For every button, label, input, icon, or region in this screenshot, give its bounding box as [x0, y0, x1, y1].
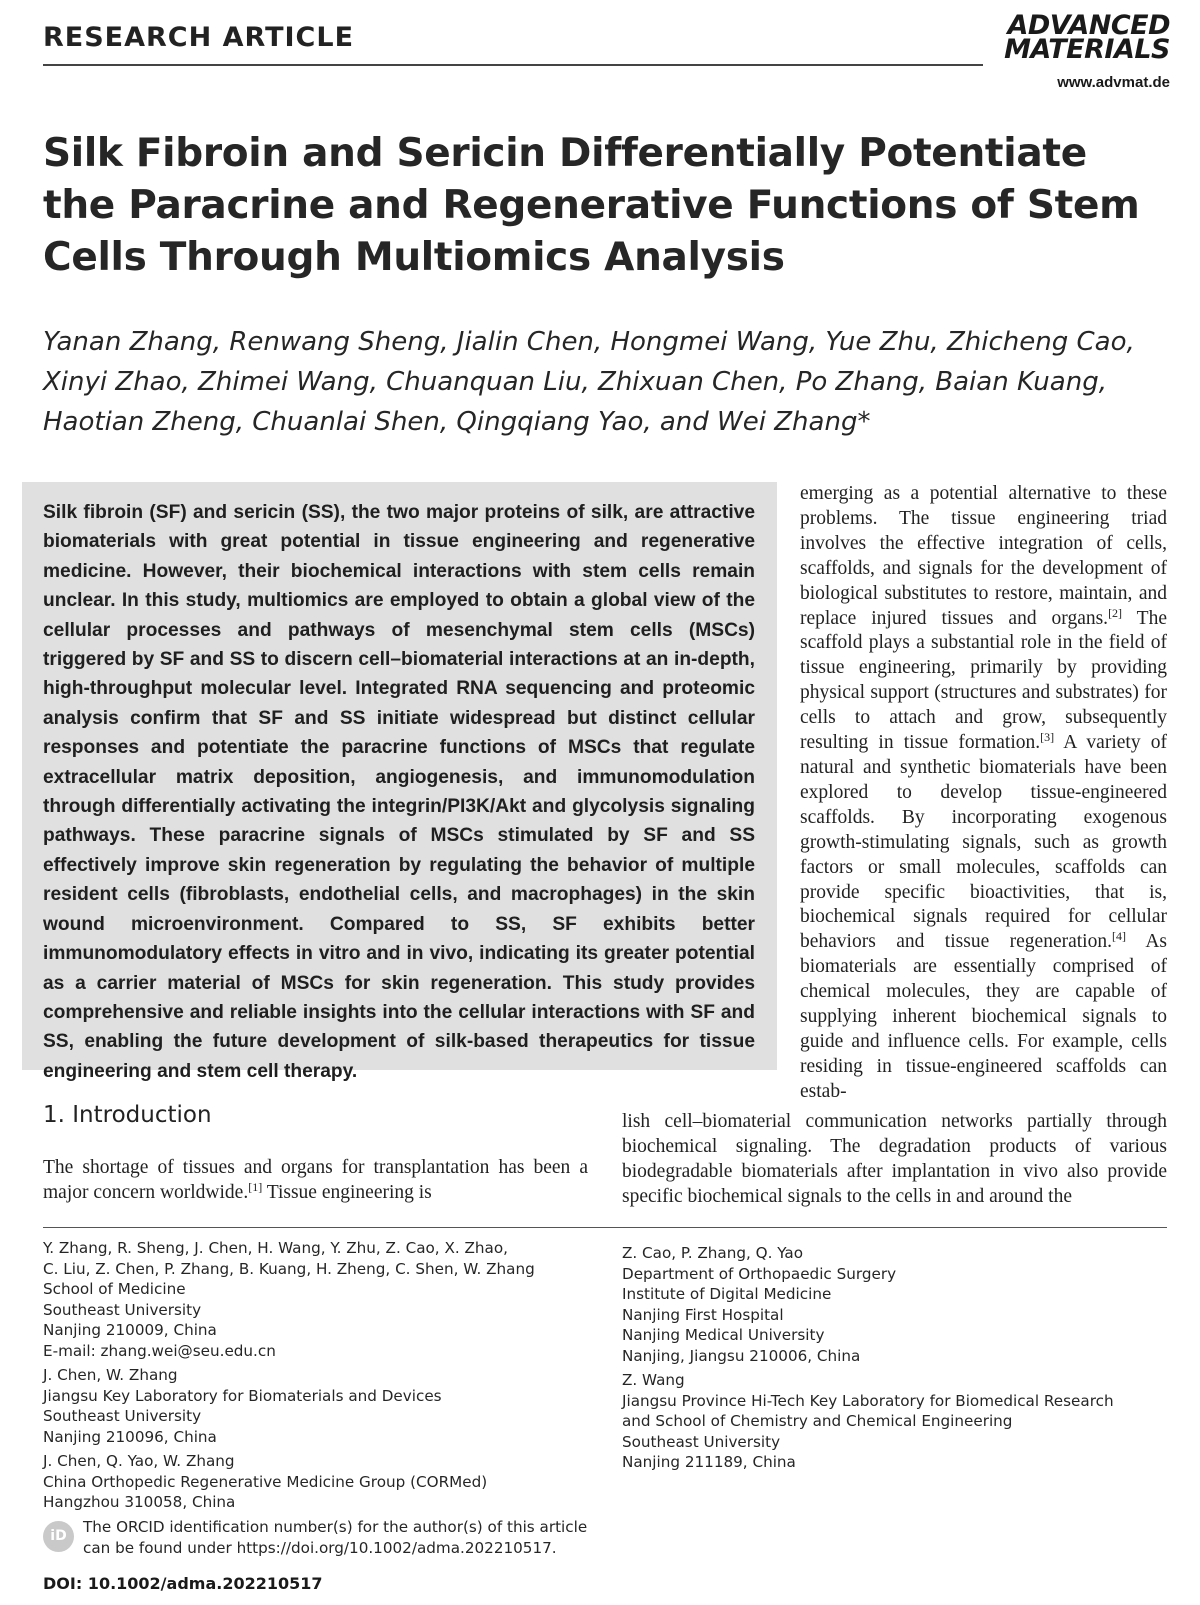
body-text: As biomaterials are essentially comprised of chemical molecules, they are capable of supplying inherent biochemical signals to guide and influence cells. For example, cells residing in tissue-engineered scaffolds can estab- — [800, 931, 1167, 1102]
affiliation-line: Southeast University — [622, 1432, 781, 1451]
body-text: The shortage of tissues and organs for transplantation has been a major concern worldwide. — [43, 1157, 588, 1203]
affiliation-line: Institute of Digital Medicine — [622, 1285, 832, 1303]
author-list: Yanan Zhang, Renwang Sheng, Jialin Chen, Hongmei Wang, Yue Zhu, Zhicheng Cao, Xinyi Zhao, Zhimei Wang, Chuanquan Liu, Zhixuan Chen, Po Zhang, Baian Kuang, Haotian Zheng, Chuanlai Shen, Qingqiang Yao, and Wei Zhang* — [43, 327, 1135, 437]
affiliation-line: Nanjing First Hospital — [622, 1305, 784, 1324]
journal-url[interactable]: www.advmat.de — [1057, 74, 1170, 91]
affiliation-block — [622, 1370, 1167, 1473]
body-column-wide: lish cell–biomaterial communication networks partially through biochemical signaling. The degradation products of various biodegradable biomaterials after implantation in vivo also provide specific biochemical signals to the cells in and around the — [622, 1111, 1167, 1207]
journal-name-line1: ADVANCED — [1007, 10, 1170, 41]
citation-ref[interactable]: [3] — [1040, 730, 1055, 745]
orcid-note-line: The ORCID identification number(s) for the author(s) of this article — [83, 1518, 588, 1536]
affiliation-line: School of Medicine — [43, 1280, 186, 1298]
affiliation-line: Z. Cao, P. Zhang, Q. Yao — [622, 1244, 804, 1262]
affiliation-line: Z. Wang — [622, 1371, 685, 1389]
affiliation-line: China Orthopedic Regenerative Medicine Group (CORMed) — [43, 1472, 488, 1491]
affiliation-line: Jiangsu Key Laboratory for Biomaterials and Devices — [43, 1386, 442, 1405]
body-text: The scaffold plays a substantial role in the field of tissue engineering, primarily by providing physical support (structures and substrates) for cells to attach and grow, subsequently resulting in tissue formation. — [800, 607, 1167, 754]
body-text: A variety of natural and synthetic biomaterials have been explored to develop tissue-engineered scaffolds. By incorporating exogenous growth-stimulating signals, such as growth factors or small molecules, scaffolds can provide specific bioactivities, that is, biochemical signals required for cellular behaviors and tissue regeneration. — [800, 732, 1167, 953]
affiliation-line: Nanjing 210096, China — [43, 1427, 217, 1446]
affiliation-line: Nanjing Medical University — [622, 1326, 825, 1344]
affiliation-line: Nanjing 211189, China — [622, 1453, 796, 1471]
body-paragraph — [800, 482, 1167, 1105]
affiliation-line[interactable]: E-mail: zhang.wei@seu.edu.cn — [43, 1341, 276, 1360]
affiliation-line: Nanjing, Jiangsu 210006, China — [622, 1346, 861, 1365]
body-text: Tissue engineering is — [262, 1181, 432, 1203]
orcid-link[interactable]: can be found under https://doi.org/10.1002/adma.202210517. — [83, 1538, 557, 1557]
header-rule — [43, 64, 983, 66]
article-title: Silk Fibroin and Sericin Differentially Potentiate the Paracrine and Regenerative Functions of Stem Cells Through Multiomics Analysis — [43, 131, 1140, 280]
affiliation-line: Jiangsu Province Hi-Tech Key Laboratory for Biomedical Research — [622, 1391, 1114, 1410]
affiliation-line: Nanjing 210009, China — [43, 1321, 217, 1339]
affiliation-line: and School of Chemistry and Chemical Engineering — [622, 1412, 1013, 1430]
affiliation-block — [622, 1243, 1167, 1366]
footnote-rule — [43, 1227, 1167, 1228]
affiliation-line: Hangzhou 310058, China — [43, 1493, 236, 1511]
affiliation-line: J. Chen, Q. Yao, W. Zhang — [43, 1452, 235, 1470]
orcid-icon[interactable]: iD — [43, 1521, 74, 1552]
affiliation-line: Department of Orthopaedic Surgery — [622, 1264, 897, 1283]
introduction-paragraph — [43, 1156, 588, 1206]
citation-ref[interactable]: [2] — [1108, 605, 1123, 620]
affiliation-block — [43, 1238, 603, 1361]
abstract-text: Silk fibroin (SF) and sericin (SS), the two major proteins of silk, are attractive biomaterials with great potential in tissue engineering and regenerative medicine. However, their biochemical interactions with stem cells remain unclear. In this study, multiomics are employed to obtain a global view of the cellular processes and pathways of mesenchymal stem cells (MSCs) triggered by SF and SS to discern cell–biomaterial interactions at an in-depth, high-throughput molecular level. Integrated RNA sequencing and proteomic analysis confirm that SF and SS initiate widespread but distinct cellular responses and potentiate the paracrine functions of MSCs that regulate extracellular matrix deposition, angiogenesis, and immunomodulation through differentially activating the integrin/PI3K/Akt and glycolysis signaling pathways. These paracrine signals of MSCs stimulated by SF and SS effectively improve skin regeneration by regulating the behavior of multiple resident cells (fibroblasts, endothelial cells, and macrophages) in the skin wound microenvironment. Compared to SS, SF exhibits better immunomodulatory effects in vitro and in vivo, indicating its greater potential as a carrier material of MSCs for skin regeneration. This study provides comprehensive and reliable insights into the cellular interactions with SF and SS, enabling the future development of silk-based therapeutics for tissue engineering and stem cell therapy. — [43, 502, 755, 1082]
journal-logo — [985, 10, 1170, 65]
doi-label[interactable]: DOI: 10.1002/adma.202210517 — [43, 1574, 323, 1593]
affiliation-line: C. Liu, Z. Chen, P. Zhang, B. Kuang, H. Zheng, C. Shen, W. Zhang — [43, 1259, 535, 1278]
affiliations-left — [43, 1238, 603, 1517]
journal-name-line2: MATERIALS — [1004, 34, 1170, 65]
body-text: emerging as a potential alternative to these problems. The tissue engineering triad involves the effective integration of cells, scaffolds, and signals for the development of biological substitutes to restore, maintain, and replace injured tissues and organs. — [800, 483, 1167, 629]
citation-ref[interactable]: [4] — [1111, 929, 1126, 944]
orcid-note — [83, 1517, 623, 1558]
body-column-right — [800, 482, 1167, 1105]
citation-ref[interactable]: [1] — [248, 1179, 263, 1194]
affiliation-block — [43, 1451, 603, 1513]
affiliation-line: Southeast University — [43, 1407, 202, 1425]
affiliation-line: Southeast University — [43, 1300, 202, 1319]
affiliation-line: J. Chen, W. Zhang — [43, 1366, 178, 1384]
affiliations-right — [622, 1243, 1167, 1477]
affiliation-block — [43, 1365, 603, 1447]
affiliation-line: Y. Zhang, R. Sheng, J. Chen, H. Wang, Y. Zhu, Z. Cao, X. Zhao, — [43, 1239, 508, 1257]
introduction-heading: 1. Introduction — [43, 1102, 212, 1128]
section-label: RESEARCH ARTICLE — [43, 22, 355, 53]
